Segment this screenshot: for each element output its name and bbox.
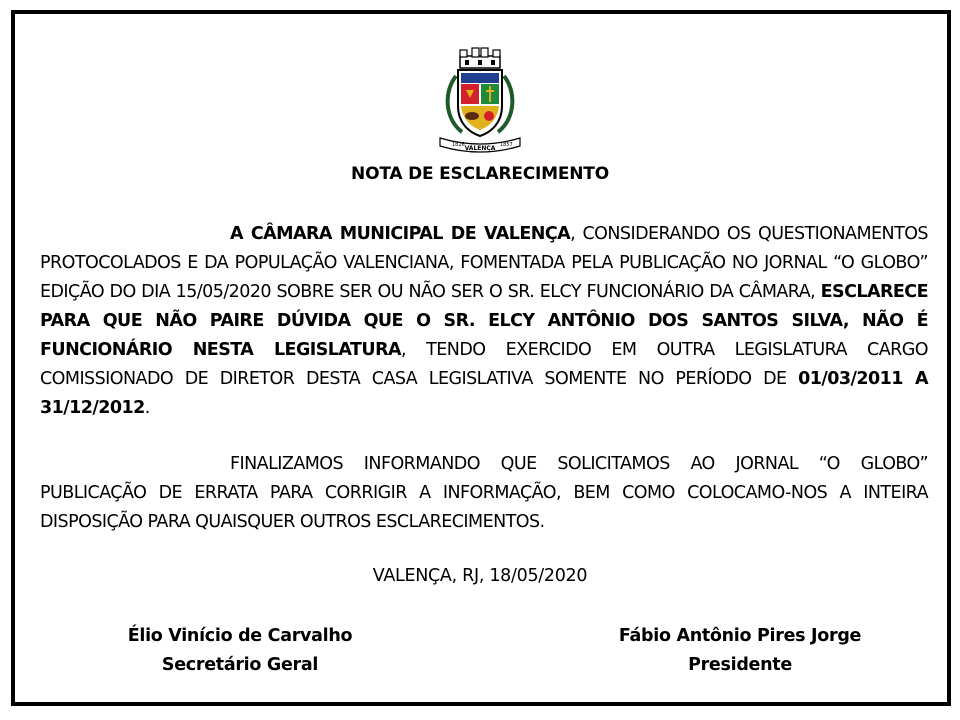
signatory-name: Fábio Antônio Pires Jorge: [618, 626, 862, 646]
chamber-name: A CÂMARA MUNICIPAL DE VALENÇA: [230, 224, 571, 244]
signatory-president: [580, 622, 900, 680]
municipal-coat-of-arms: [436, 46, 524, 156]
mural-crown: [460, 48, 500, 68]
paragraph1-end: .: [144, 398, 150, 418]
signatory-name: Élio Vinício de Carvalho: [127, 626, 353, 646]
document-title: NOTA DE ESCLARECIMENTO: [351, 164, 609, 184]
motto-ribbon: [440, 138, 520, 152]
paragraph2-text: FINALIZAMOS INFORMANDO QUE SOLICITAMOS AO JORNAL “O GLOBO” PUBLICAÇÃO DE ERRATA PARA CORRIGIR A INFORMAÇÃO, BEM COMO COLOCAMO-NOS A INTEIRA DISPOSIÇÃO PARA QUAISQUER OUTROS ESCLARECIMENTOS.: [40, 454, 928, 532]
paragraph-clarification: [40, 220, 928, 423]
shield: [458, 70, 502, 136]
paragraph1-period: 01/03/2011 A 31/12/2012: [40, 369, 928, 418]
paragraph-closing: [40, 450, 928, 537]
signatory-role: Presidente: [688, 655, 792, 675]
place-date: VALENÇA, RJ, 18/05/2020: [372, 566, 588, 586]
paragraph1-context: , CONSIDERANDO OS QUESTIONAMENTOS PROTOCOLADOS E DA POPULAÇÃO VALENCIANA, FOMENTADA PELA PUBLICAÇÃO NO JORNAL “O GLOBO” EDIÇÃO DO DIA 15/05/2020 SOBRE SER OU NÃO SER O SR. ELCY FUNCIONÁRIO DA CÂMARA,: [40, 224, 928, 302]
signatory-role: Secretário Geral: [161, 655, 319, 675]
signatory-secretary: [100, 622, 380, 680]
crest-motto: VALENÇA: [464, 145, 496, 152]
paragraph1-detail: , TENDO EXERCIDO EM OUTRA LEGISLATURA CARGO COMISSIONADO DE DIRETOR DESTA CASA LEGISLATIVA SOMENTE NO PERÍODO DE: [40, 340, 928, 389]
crest-year-right: 1857: [500, 142, 513, 148]
paragraph1-clarification: ESCLARECE PARA QUE NÃO PAIRE DÚVIDA QUE O SR. ELCY ANTÔNIO DOS SANTOS SILVA, NÃO É FUNCIONÁRIO NESTA LEGISLATURA: [40, 282, 928, 360]
crest-year-left: 1826: [452, 142, 465, 148]
